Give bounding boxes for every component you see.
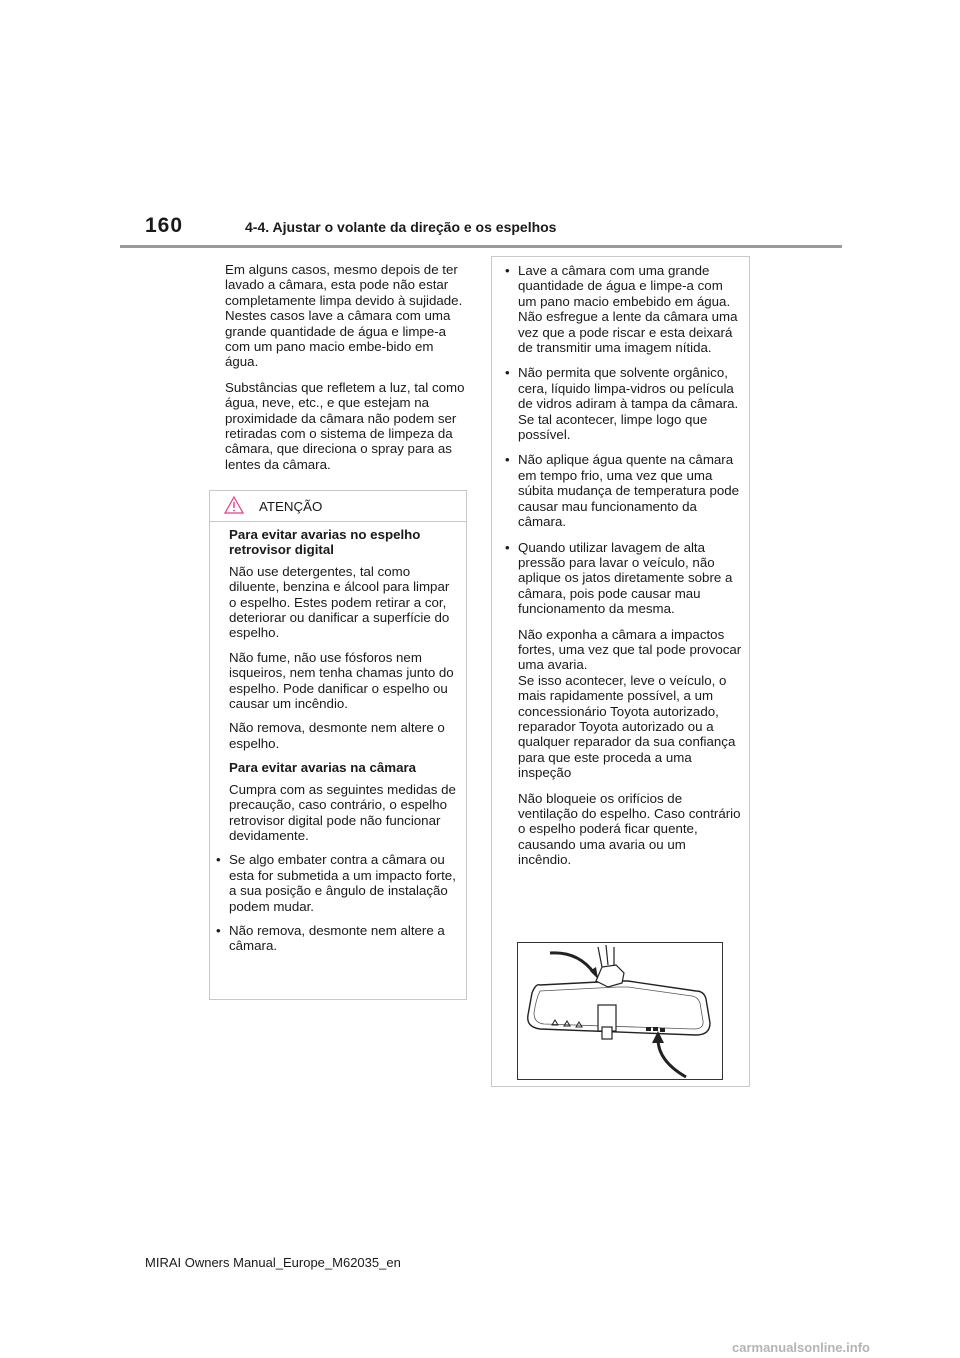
warning-box xyxy=(209,490,467,1000)
paragraph: Substâncias que refletem a luz, tal como água, neve, etc., e que estejam na proximidade da câmara não podem ser retiradas com o sistema de limpeza da câmara, que direciona o spray para as lentes da câmara. xyxy=(225,379,465,472)
warning-subheading: Para evitar avarias no espelho retrovisor digital xyxy=(229,527,421,558)
rearview-mirror-icon xyxy=(518,943,722,1079)
warning-header xyxy=(210,491,466,522)
header-divider xyxy=(120,245,842,248)
paragraph xyxy=(502,627,742,781)
bullet-item: • Não permita que solvente orgânico, cera, líquido limpa-vidros ou película de vidros adiram à tampa da câmara. Se tal acontecer, limpe logo que possível. xyxy=(502,365,742,442)
bullet-item: • Não aplique água quente na câmara em tempo frio, uma vez que uma súbita mudança de temperatura pode causar mau funcionamento da câmara. xyxy=(502,452,742,529)
bullet-item: • Não remova, desmonte nem altere a câmara. xyxy=(213,923,457,954)
section-title: 4-4. Ajustar o volante da direção e os espelhos xyxy=(245,219,557,235)
warning-triangle-icon xyxy=(224,496,244,514)
warning-subheading: Para evitar avarias na câmara xyxy=(229,760,417,776)
paragraph: Não fume, não use fósforos nem isqueiros, nem tenha chamas junto do espelho. Pode danificar o espelho ou causar um incêndio. xyxy=(229,649,454,712)
left-column xyxy=(225,262,468,482)
right-column-body xyxy=(502,263,742,878)
paragraph: Não bloqueie os orifícios de ventilação do espelho. Caso contrário o espelho poderá ficar quente, causando uma avaria ou um incêndio. xyxy=(518,790,741,868)
page-number: 160 xyxy=(145,214,184,237)
footer-manual-name: MIRAI Owners Manual_Europe_M62035_en xyxy=(145,1255,401,1270)
paragraph: Cumpra com as seguintes medidas de precaução, caso contrário, o espelho retrovisor digital pode não funcionar devidamente. xyxy=(229,781,456,843)
warning-body xyxy=(229,527,457,963)
watermark: carmanualsonline.info xyxy=(732,1340,870,1355)
warning-title: ATENÇÃO xyxy=(259,499,323,514)
paragraph: Em alguns casos, mesmo depois de ter lavado a câmara, esta pode não estar completamente limpa devido à sujidade. Nestes casos lave a câmara com uma grande quantidade de água e limpe-a com um pano macio embe-bido em água. xyxy=(225,262,463,370)
paragraph: Não use detergentes, tal como diluente, benzina e álcool para limpar o espelho. Estes podem retirar a cor, deteriorar ou danificar a superfície do espelho. xyxy=(229,563,450,641)
bullet-text: Não esfregue a lente da câmara uma vez que a pode riscar e esta deixará de transmitir uma imagem nítida. xyxy=(518,309,738,356)
paragraph-text: Não exponha a câmara a impactos fortes, uma vez que tal pode provocar uma avaria. xyxy=(518,626,742,673)
mirror-illustration xyxy=(517,942,723,1080)
bullet-text: • Lave a câmara com uma grande quantidade de água e limpe-a com um pano macio embebido em água. xyxy=(518,263,731,309)
bullet-item: • Quando utilizar lavagem de alta pressão para lavar o veículo, não aplique os jatos diretamente sobre a câmara, pois pode causar mau funcionamento da mesma. xyxy=(502,540,742,617)
bullet-item xyxy=(502,263,742,355)
paragraph-text: Se isso acontecer, leve o veículo, o mais rapidamente possível, a um concessionário Toyota autorizado, reparador Toyota autorizado ou a qualquer reparador da sua confiança para que este proceda a uma inspeção xyxy=(518,672,736,781)
bullet-item: • Se algo embater contra a câmara ou esta for submetida a um impacto forte, a sua posição e ângulo de instalação podem mudar. xyxy=(213,852,457,914)
paragraph: Não remova, desmonte nem altere o espelho. xyxy=(229,720,445,751)
